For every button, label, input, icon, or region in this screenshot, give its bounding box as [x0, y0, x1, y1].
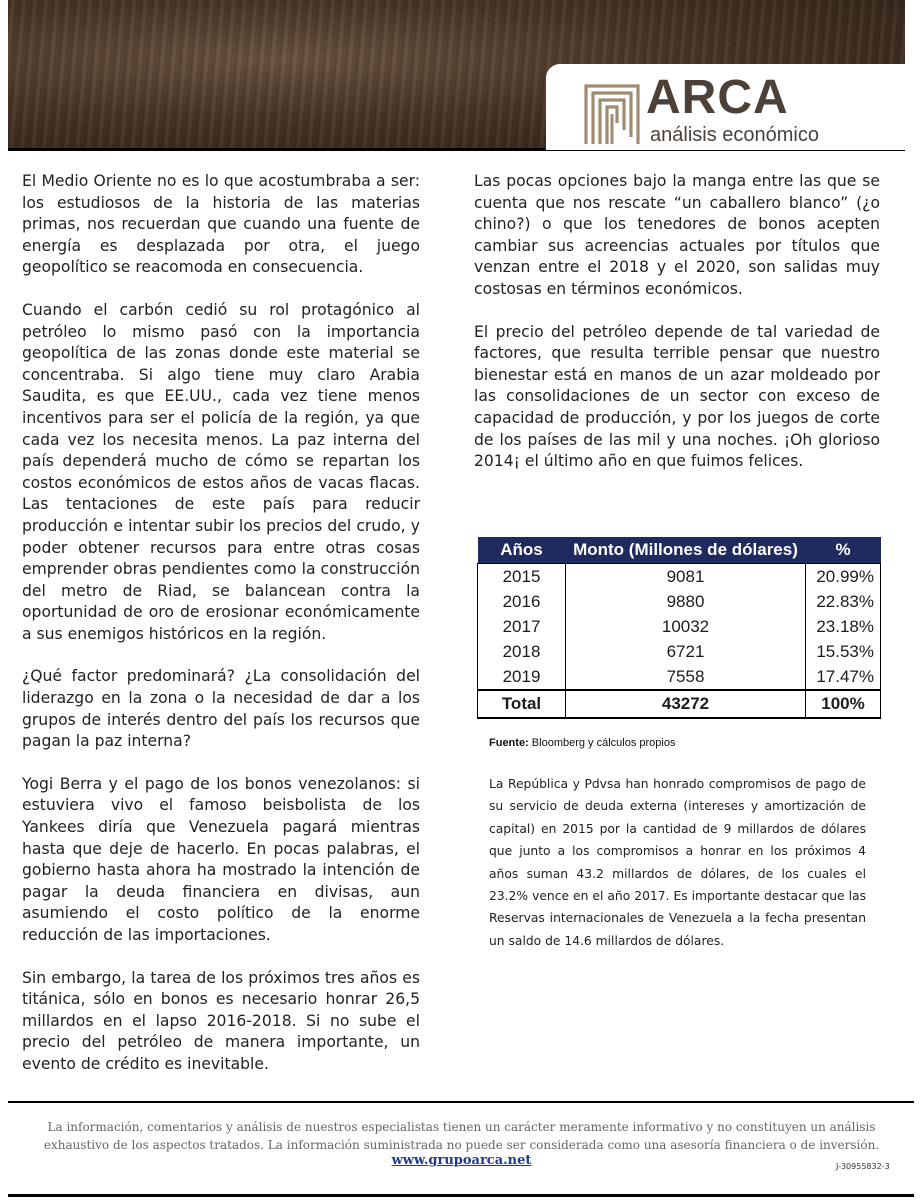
cell-percent: 23.18%	[806, 614, 881, 639]
table-row	[478, 564, 881, 590]
paragraph: El Medio Oriente no es lo que acostumbraba a ser: los estudiosos de la historia de las materias primas, nos recuerdan que cuando una fuente de energía es desplazada por otra, el juego geopolítico se reacomoda en consecuencia.	[22, 172, 420, 277]
cell-amount: 6721	[566, 639, 806, 664]
table-total-row	[478, 690, 881, 718]
brand-tagline: análisis económico	[650, 124, 819, 146]
arca-logo-icon	[582, 80, 640, 146]
cell-year: 2015	[478, 564, 566, 590]
paragraph: Yogi Berra y el pago de los bonos venezolanos: si estuviera vivo el famoso beisbolista de los Yankees diría que Venezuela pagará mientras hasta que deje de hacerlo. En pocas palabras, el gobierno hasta ahora ha mostrado la intención de pagar la deuda financiera en divisas, aun asumiendo el costo político de la enorme reducción de las importaciones.	[22, 774, 420, 944]
cell-year: 2019	[478, 664, 566, 690]
header-banner	[8, 0, 905, 151]
disclaimer: La información, comentarios y análisis de nuestros especialistas tienen un carácter meramente informativo y no constituyen un análisis exhaustivo de los aspectos tratados. La información suministrada no puede ser considerada como una asesoría financiera o de inversión.	[43, 1120, 880, 1152]
header-percent: %	[806, 537, 881, 564]
logo-panel	[546, 64, 913, 150]
cell-year: 2016	[478, 589, 566, 614]
registry-code: J-30955832-3	[836, 1162, 890, 1171]
paragraph: Las pocas opciones bajo la manga entre las que se cuenta que nos rescate “un caballero blanco” (¿o chino?) o que los tenedores de bonos acepten cambiar sus acreencias actuales por títulos que venzan entre el 2018 y el 2020, son salidas muy costosas en términos económicos.	[474, 172, 880, 298]
cell-year: 2017	[478, 614, 566, 639]
table-note: La República y Pdvsa han honrado compromisos de pago de su servicio de deuda externa (intereses y amortización de capital) en 2015 por la cantidad de 9 millardos de dólares que junto a los compromisos a honrar en los próximos 4 años suman 43.2 millardos de dólares, de los cuales el 23.2% vence en el año 2017. Es importante destacar que las Reservas internacionales de Venezuela a la fecha presentan un saldo de 14.6 millardos de dólares.	[489, 777, 866, 948]
cell-amount: 10032	[566, 614, 806, 639]
cell-percent: 17.47%	[806, 664, 881, 690]
cell-amount: 7558	[566, 664, 806, 690]
right-column	[474, 171, 880, 494]
brand-name: ARCA	[646, 71, 789, 124]
header-years: Años	[478, 537, 566, 564]
source-label: Fuente:	[489, 737, 529, 749]
table-source	[489, 737, 675, 749]
table-row	[478, 664, 881, 690]
cell-percent: 22.83%	[806, 589, 881, 614]
paragraph: El precio del petróleo depende de tal variedad de factores, que resulta terrible pensar que nuestro bienestar está en manos de un azar moldeado por las consolidaciones de un sector con exceso de capacidad de producción, y por los juegos de corte de los países de las mil y una noches. ¡Oh glorioso 2014¡ el último año en que fuimos felices.	[474, 322, 880, 471]
total-percent: 100%	[806, 690, 881, 718]
total-label: Total	[478, 690, 566, 718]
total-amount: 43272	[566, 690, 806, 718]
table-row	[478, 589, 881, 614]
paragraph: ¿Qué factor predominará? ¿La consolidación del liderazgo en la zona o la necesidad de dar a los grupos de interés dentro del país los recursos que pagan la paz interna?	[22, 667, 420, 751]
debt-payments-table	[477, 537, 881, 719]
source-text: Bloomberg y cálculos propios	[531, 737, 676, 749]
cell-amount: 9081	[566, 564, 806, 590]
cell-year: 2018	[478, 639, 566, 664]
header-amount: Monto (Millones de dólares)	[566, 537, 806, 564]
paragraph: Sin embargo, la tarea de los próximos tres años es titánica, sólo en bonos es necesario honrar 26,5 millardos en el lapso 2016-2018. Si no sube el precio del petróleo de manera importante, un evento de crédito es inevitable.	[22, 968, 420, 1073]
table-header-row	[478, 537, 881, 564]
cell-percent: 15.53%	[806, 639, 881, 664]
paragraph: Cuando el carbón cedió su rol protagónico al petróleo lo mismo pasó con la importancia geopolítica de las zonas donde este material se concentraba. Si algo tiene muy claro Arabia Saudita, es que EE.UU., cada vez tiene menos incentivos para ser el policía de la región, ya que cada vez los necesita menos. La paz interna del país dependerá mucho de cómo se repartan los costos económicos de estos años de vacas flacas. Las tentaciones de este país para reducir producción e intentar subir los precios del crudo, y poder obtener recursos para entre otras cosas emprender obras pendientes como la construcción del metro de Riad, se balancean contra la oportunidad de oro de erosionar económicamente a sus enemigos históricos en la región.	[22, 300, 420, 643]
left-column	[22, 171, 420, 1097]
table-row	[478, 639, 881, 664]
footer-divider	[8, 1101, 914, 1103]
cell-percent: 20.99%	[806, 564, 881, 590]
table-row	[478, 614, 881, 639]
website-link[interactable]: www.grupoarca.net	[391, 1153, 532, 1168]
bottom-divider	[8, 1194, 914, 1197]
cell-amount: 9880	[566, 589, 806, 614]
